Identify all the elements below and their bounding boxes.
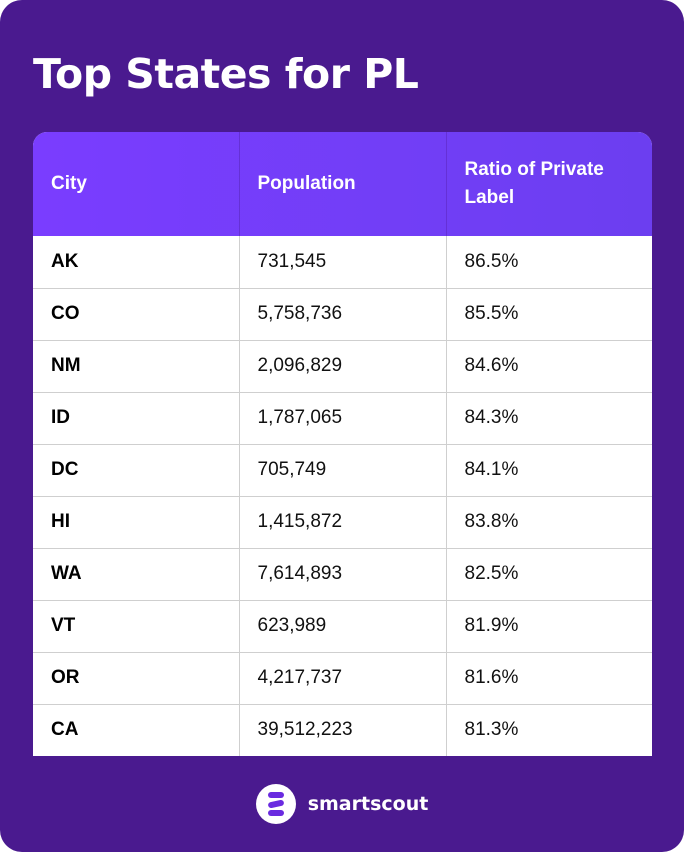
data-table-container [33,132,652,756]
cell-state: WA [33,548,239,600]
table-row [33,444,652,496]
cell-population: 623,989 [239,600,446,652]
table-row [33,392,652,444]
cell-population: 1,787,065 [239,392,446,444]
cell-state: HI [33,496,239,548]
data-table [33,132,652,756]
cell-population: 5,758,736 [239,288,446,340]
cell-ratio: 81.3% [446,704,652,756]
cell-state: CO [33,288,239,340]
cell-population: 731,545 [239,236,446,288]
table-row [33,288,652,340]
cell-ratio: 84.1% [446,444,652,496]
smartscout-logo-icon [256,784,296,824]
table-row [33,652,652,704]
cell-state: VT [33,600,239,652]
cell-ratio: 84.3% [446,392,652,444]
table-row [33,600,652,652]
cell-ratio: 81.9% [446,600,652,652]
column-header-population: Population [239,132,446,236]
cell-ratio: 84.6% [446,340,652,392]
table-row [33,496,652,548]
cell-state: NM [33,340,239,392]
table-row [33,236,652,288]
column-header-ratio: Ratio of Private Label [464,159,604,208]
table-header [33,132,652,236]
table-header-row [33,132,652,236]
table-body [33,236,652,756]
table-row [33,340,652,392]
cell-ratio: 86.5% [446,236,652,288]
table-row [33,548,652,600]
brand-footer [0,782,684,826]
cell-ratio: 82.5% [446,548,652,600]
logo-mark-icon [265,791,287,817]
cell-population: 705,749 [239,444,446,496]
cell-state: AK [33,236,239,288]
cell-ratio: 83.8% [446,496,652,548]
cell-population: 4,217,737 [239,652,446,704]
cell-ratio: 81.6% [446,652,652,704]
cell-population: 2,096,829 [239,340,446,392]
cell-population: 39,512,223 [239,704,446,756]
column-header-city: City [33,132,239,236]
cell-ratio: 85.5% [446,288,652,340]
page-title: Top States for PL [33,50,419,98]
table-row [33,704,652,756]
cell-state: OR [33,652,239,704]
brand-name: smartscout [307,793,429,815]
cell-population: 7,614,893 [239,548,446,600]
cell-state: DC [33,444,239,496]
cell-state: CA [33,704,239,756]
cell-population: 1,415,872 [239,496,446,548]
cell-state: ID [33,392,239,444]
